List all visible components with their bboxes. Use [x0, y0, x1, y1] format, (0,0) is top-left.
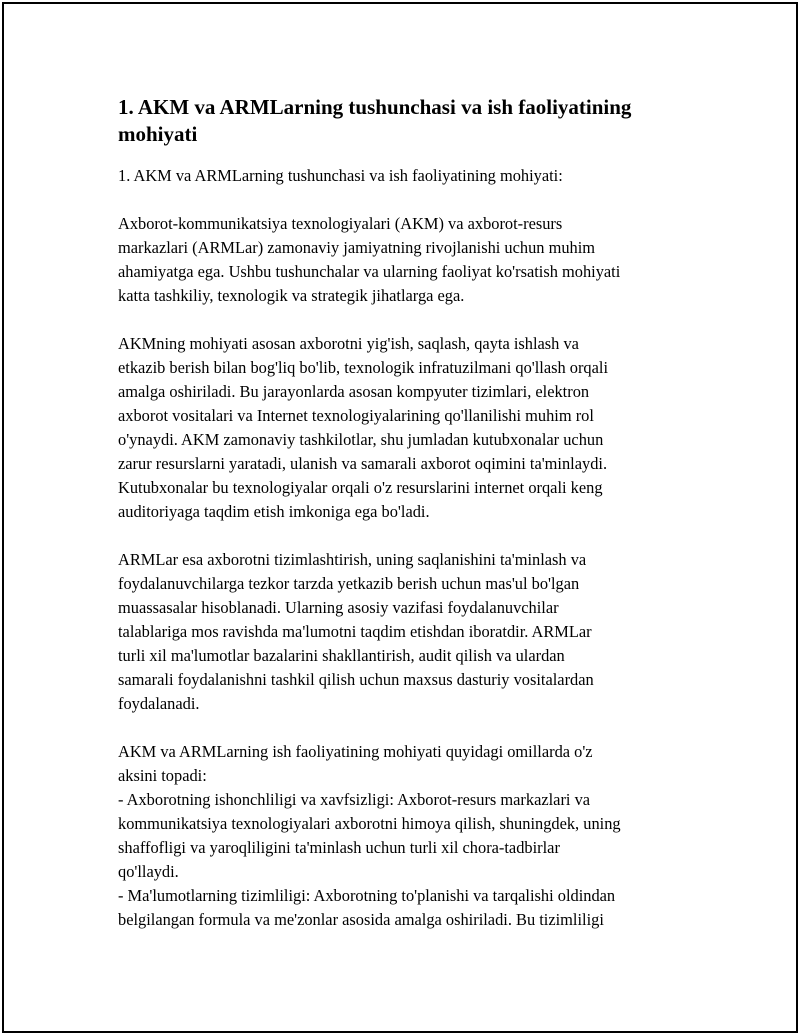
text-line: AKM va ARMLarning ish faoliyatining mohiyati quyidagi omillarda o'z	[118, 742, 593, 761]
intro-line: 1. AKM va ARMLarning tushunchasi va ish faoliyatining mohiyati:	[118, 166, 563, 185]
text-line: turli xil ma'lumotlar bazalarini shakllantirish, audit qilish va ulardan	[118, 646, 565, 665]
paragraph-factors-list	[118, 740, 688, 932]
paragraph-akm-arm-overview	[118, 212, 688, 308]
text-line: shaffofligi va yaroqliligini ta'minlash uchun turli xil chora-tadbirlar	[118, 838, 560, 857]
paragraph-akm-essence	[118, 332, 688, 524]
text-line: ARMLar esa axborotni tizimlashtirish, uning saqlanishini ta'minlash va	[118, 550, 587, 569]
text-line: zarur resurslarni yaratadi, ulanish va samarali axborot oqimini ta'minlaydi.	[118, 454, 608, 473]
text-line: Kutubxonalar bu texnologiyalar orqali o'z resurslarini internet orqali keng	[118, 478, 603, 497]
text-line: katta tashkiliy, texnologik va strategik jihatlarga ega.	[118, 286, 465, 305]
text-line: amalga oshiriladi. Bu jarayonlarda asosan kompyuter tizimlari, elektron	[118, 382, 590, 401]
text-line: axborot vositalari va Internet texnologiyalarining qo'llanilishi muhim rol	[118, 406, 594, 425]
text-line: etkazib berish bilan bog'liq bo'lib, texnologik infratuzilmani qo'llash orqali	[118, 358, 609, 377]
text-line: belgilangan formula va me'zonlar asosida amalga oshiriladi. Bu tizimliligi	[118, 910, 604, 929]
document-body	[118, 94, 688, 932]
text-line: o'ynaydi. AKM zamonaviy tashkilotlar, shu jumladan kutubxonalar uchun	[118, 430, 604, 449]
text-line: muassasalar hisoblanadi. Ularning asosiy vazifasi foydalanuvchilar	[118, 598, 559, 617]
title-line: mohiyati	[118, 122, 198, 146]
text-line: ahamiyatga ega. Ushbu tushunchalar va ularning faoliyat ko'rsatish mohiyati	[118, 262, 621, 281]
text-line: kommunikatsiya texnologiyalari axborotni himoya qilish, shuningdek, uning	[118, 814, 621, 833]
paragraph-armlar	[118, 548, 688, 716]
text-line: auditoriyaga taqdim etish imkoniga ega bo'ladi.	[118, 502, 430, 521]
text-line: markazlari (ARMLar) zamonaviy jamiyatning rivojlanishi uchun muhim	[118, 238, 596, 257]
text-line: foydalanadi.	[118, 694, 200, 713]
text-line: Axborot-kommunikatsiya texnologiyalari (AKM) va axborot-resurs	[118, 214, 563, 233]
text-line: qo'llaydi.	[118, 862, 179, 881]
list-item-line: - Axborotning ishonchliligi va xavfsizligi: Axborot-resurs markazlari va	[118, 790, 591, 809]
text-line: talablariga mos ravishda ma'lumotni taqdim etishdan iboratdir. ARMLar	[118, 622, 592, 641]
title-line: 1. AKM va ARMLarning tushunchasi va ish faoliyatining	[118, 95, 632, 119]
page-title	[118, 94, 688, 148]
text-line: aksini topadi:	[118, 766, 207, 785]
list-item-line: - Ma'lumotlarning tizimliligi: Axborotning to'planishi va tarqalishi oldindan	[118, 886, 616, 905]
text-line: foydalanuvchilarga tezkor tarzda yetkazib berish uchun mas'ul bo'lgan	[118, 574, 580, 593]
text-line: AKMning mohiyati asosan axborotni yig'ish, saqlash, qayta ishlash va	[118, 334, 579, 353]
text-line: samarali foydalanishni tashkil qilish uchun maxsus dasturiy vositalardan	[118, 670, 594, 689]
